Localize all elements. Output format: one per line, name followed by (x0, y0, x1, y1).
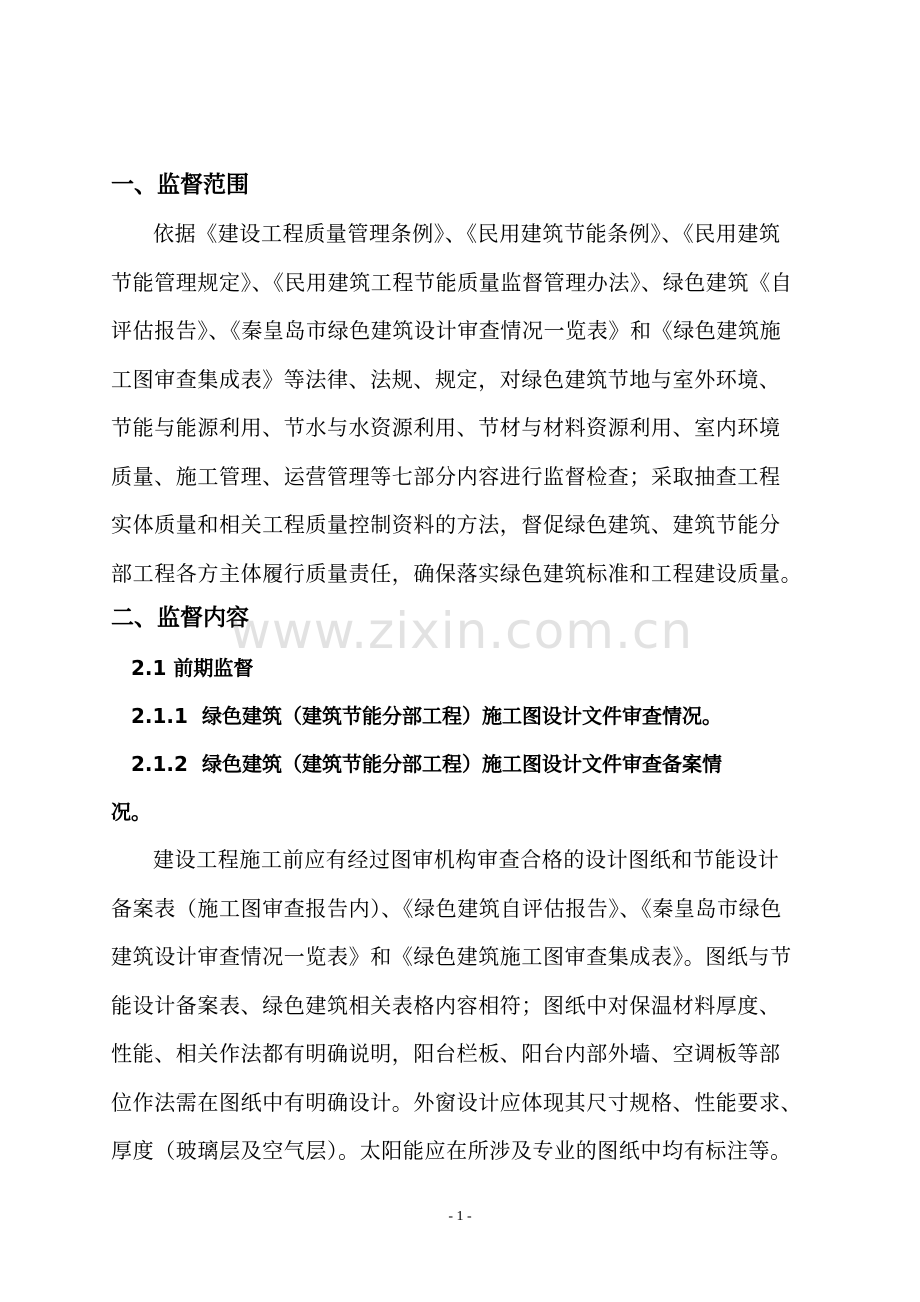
page-number: - 1 - (448, 1209, 472, 1224)
paragraph-line: 依据《建设工程质量管理条例》、《民用建筑节能条例》、《民用建筑 (153, 222, 781, 246)
section-1-heading: 一、监督范围 (111, 172, 249, 198)
watermark: www.zixin.com.cn (230, 602, 694, 660)
paragraph-line: 厚度（玻璃层及空气层）。太阳能应在所涉及专业的图纸中均有标注等。 (111, 1139, 792, 1163)
subsection-2-1-2-heading (131, 749, 722, 779)
subsection-2-1-heading: 2.1 前期监督 (131, 656, 254, 680)
subsection-title: 绿色建筑（建筑节能分部工程）施工图设计文件审查情况。 (201, 704, 722, 728)
subsection-2-1-1-heading (131, 701, 722, 731)
paragraph-line: 位作法需在图纸中有明确设计。外窗设计应体现其尺寸规格、性能要求、 (111, 1090, 803, 1115)
paragraph-line: 能设计备案表、绿色建筑相关表格内容相符；图纸中对保温材料厚度、 (111, 993, 781, 1018)
paragraph-line: 建设工程施工前应有经过图审机构审查合格的设计图纸和节能设计 (153, 848, 780, 872)
paragraph-line: 节能与能源利用、节水与水资源利用、节材与材料资源利用、室内环境 (111, 416, 781, 440)
subsection-number: 2.1.2 (131, 752, 188, 776)
paragraph-line: 节能管理规定》、《民用建筑工程节能质量监督管理办法》、绿色建筑《自 (111, 270, 793, 295)
paragraph-line: 性能、相关作法都有明确说明，阳台栏板、阳台内部外墙、空调板等部 (111, 1042, 781, 1066)
paragraph-line: 部工程各方主体履行质量责任，确保落实绿色建筑标准和工程建设质量。 (111, 561, 803, 586)
subsection-number: 2.1.1 (131, 704, 188, 728)
subsection-title: 绿色建筑（建筑节能分部工程）施工图设计文件审查备案情 (201, 752, 722, 776)
paragraph-line: 备案表（施工图审查报告内）、《绿色建筑自评估报告》、《秦皇岛市绿色 (111, 896, 782, 921)
paragraph-line: 实体质量和相关工程质量控制资料的方法，督促绿色建筑、建筑节能分 (111, 513, 781, 537)
section-1-paragraph (111, 210, 823, 598)
section-2-heading: 二、监督内容 (111, 605, 249, 631)
paragraph-line: 质量、施工管理、运营管理等七部分内容进行监督检查；采取抽查工程 (111, 464, 781, 489)
subsection-2-1-2-continuation: 况。 (111, 800, 151, 824)
section-2-paragraph (111, 836, 823, 1176)
paragraph-line: 评估报告》、《秦皇岛市绿色建筑设计审查情况一览表》和《绿色建筑施 (111, 319, 782, 343)
paragraph-line: 建筑设计审查情况一览表》和《绿色建筑施工图审查集成表》。图纸与节 (111, 945, 792, 969)
paragraph-line: 工图审查集成表》等法律、法规、规定，对绿色建筑节地与室外环境、 (111, 367, 781, 392)
